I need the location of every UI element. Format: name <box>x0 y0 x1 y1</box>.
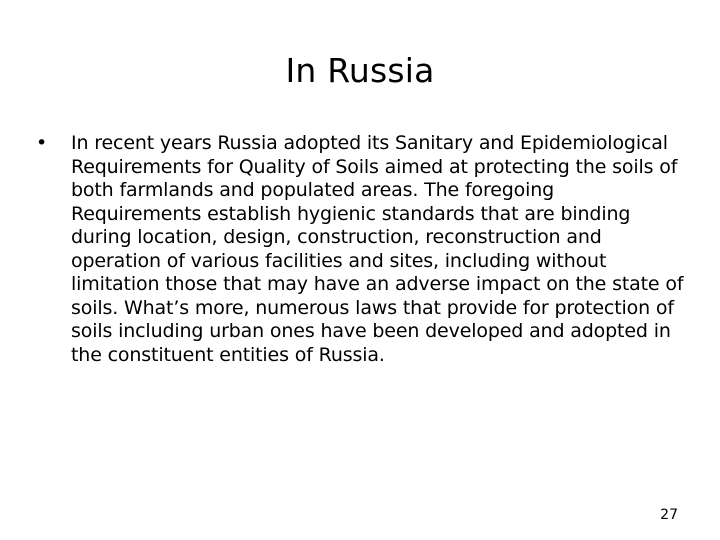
bullet-text: In recent years Russia adopted its Sanitary and Epidemiological Requirements for Quality of Soils aimed at protecting the soils of both farmlands and populated areas. The foregoing Requirements establish hygienic standards that are binding during location, design, construction, reconstruction and operation of various facilities and sites, including without limitation those that may have an adverse impact on the state of soils. What’s more, numerous laws that provide for protection of soils including urban ones have been developed and adopted in the constituent entities of Russia. <box>71 132 684 366</box>
bullet-list <box>36 132 686 367</box>
bullet-item <box>36 132 686 367</box>
bullet-marker: • <box>36 132 48 154</box>
slide-title: In Russia <box>285 51 435 90</box>
page-number: 27 <box>660 507 678 523</box>
